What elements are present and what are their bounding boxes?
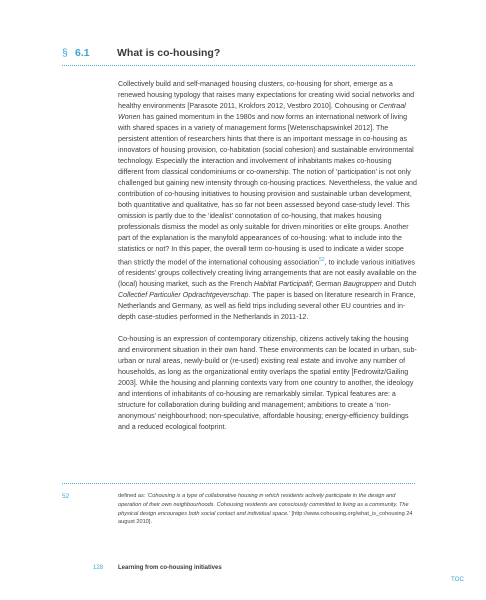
footnote-reference[interactable]: 52: [319, 257, 325, 263]
p1-text-e: and Dutch: [381, 280, 417, 289]
section-divider: [62, 65, 415, 66]
p1-emphasis-2: Habitat Participatif: [254, 280, 312, 289]
p1-emphasis-4: Collectief Particulier Opdrachtgeverschap: [118, 291, 249, 300]
p1-text-c: , to include various initiatives of residents’ groups collectively creating living arrangements that are not easily available on the (local) housing market, such as the French: [118, 258, 417, 289]
footnote-number: 52: [62, 493, 70, 500]
paragraph-1: [118, 79, 418, 323]
footnote-quote: ‘Cohousing is a type of collaborative housing in which residents actively participate in the design and operation of their own neighbourhoods. Cohousing residents are consciously committed to living as a community. The physical design encourages both social contact and individual space.’: [118, 493, 409, 517]
section-number: 6.1: [75, 47, 90, 59]
p1-text-f: . The paper is based on literature research in France, Netherlands and Germany, as well as field trips including several other EU countries and in-depth case-studies performed in the Netherlands in 2011-12.: [118, 291, 416, 322]
running-footer-title: Learning from co-housing initiatives: [118, 565, 222, 571]
p1-text-a: Collectively build and self-managed housing clusters, co-housing for short, emerge as a renewed housing typology that raises many expectations for creating vivid social networks and healthy environments [Parasote 2011, Krokfors 2012, Vestbro 2010]. Cohousing or: [118, 80, 415, 110]
p1-text-d: ; German: [311, 280, 344, 289]
p1-emphasis-3: Baugruppen: [343, 280, 382, 289]
section-symbol: §: [62, 47, 68, 59]
footnote-tail: [http://www.cohousing.org/what_is_cohousing 24 august 2010].: [118, 510, 413, 526]
footnote-lead: defined as:: [118, 493, 147, 499]
footnote-divider: [62, 483, 415, 484]
page-number: 128: [93, 565, 104, 571]
paragraph-2: Co-housing is an expression of contemporary citizenship, citizens actively taking the housing and environment situation in their own hand. These environments can be located in urban, sub-urban or rural areas, newly-build or (re-used) existing real estate and involve any number of households, as long as the organizational entity overlaps the spatial entity [Fedrowitz/Gailing 2003]. While the housing and planning contexts vary from one country to another, the ideology and intentions of inhabitants of co-housing are remarkably similar. Typical features are: a structure for collaboration during building and management; ambitions to create a ‘non-anonymous’ neighbourhood; non-speculative, affordable housing; energy-efficiency buildings and a reduced ecological footprint.: [118, 335, 417, 432]
section-header: [62, 47, 415, 65]
toc-link[interactable]: TOC: [451, 576, 464, 583]
section-title: What is co-housing?: [117, 47, 221, 59]
p1-text-b: has gained momentum in the 1980s and now forms an international network of living with shared spaces in a variety of management forms [Wetenschapswinkel 2012]. The persistent attention of researchers hints that there is an important message in co-housing as innovators of housing provision, co-habitation (social cohesion) and sustainable environmental technology. Especially the interaction and involvement of inhabitants makes co-housing different from classical condominiums or co-ownership. The notion of ‘participation’ is not only challenged but gaining new intensity through co-housing practices. Nevertheless, the value and contribution of co-housing initiatives to housing provision and sustainable urban development, both quantitative and qualitative, has so far not been assessed beyond case-study level. This omission is partly due to the ‘idealist’ connotation of co-housing, that makes housing professionals dismiss the model as only suitable for driven minorities or elite groups. Another part of the explanation is the manyfold appearances of co-housing: what to include into the statistics or not? In this paper, the overall term co-housing is used to indicate a wider scope than strictly the model of the international cohousing association: [118, 113, 417, 267]
footnote-text: [118, 492, 418, 527]
p1-emphasis-1: Centraal Wonen: [118, 102, 406, 121]
body-text: [118, 79, 418, 433]
